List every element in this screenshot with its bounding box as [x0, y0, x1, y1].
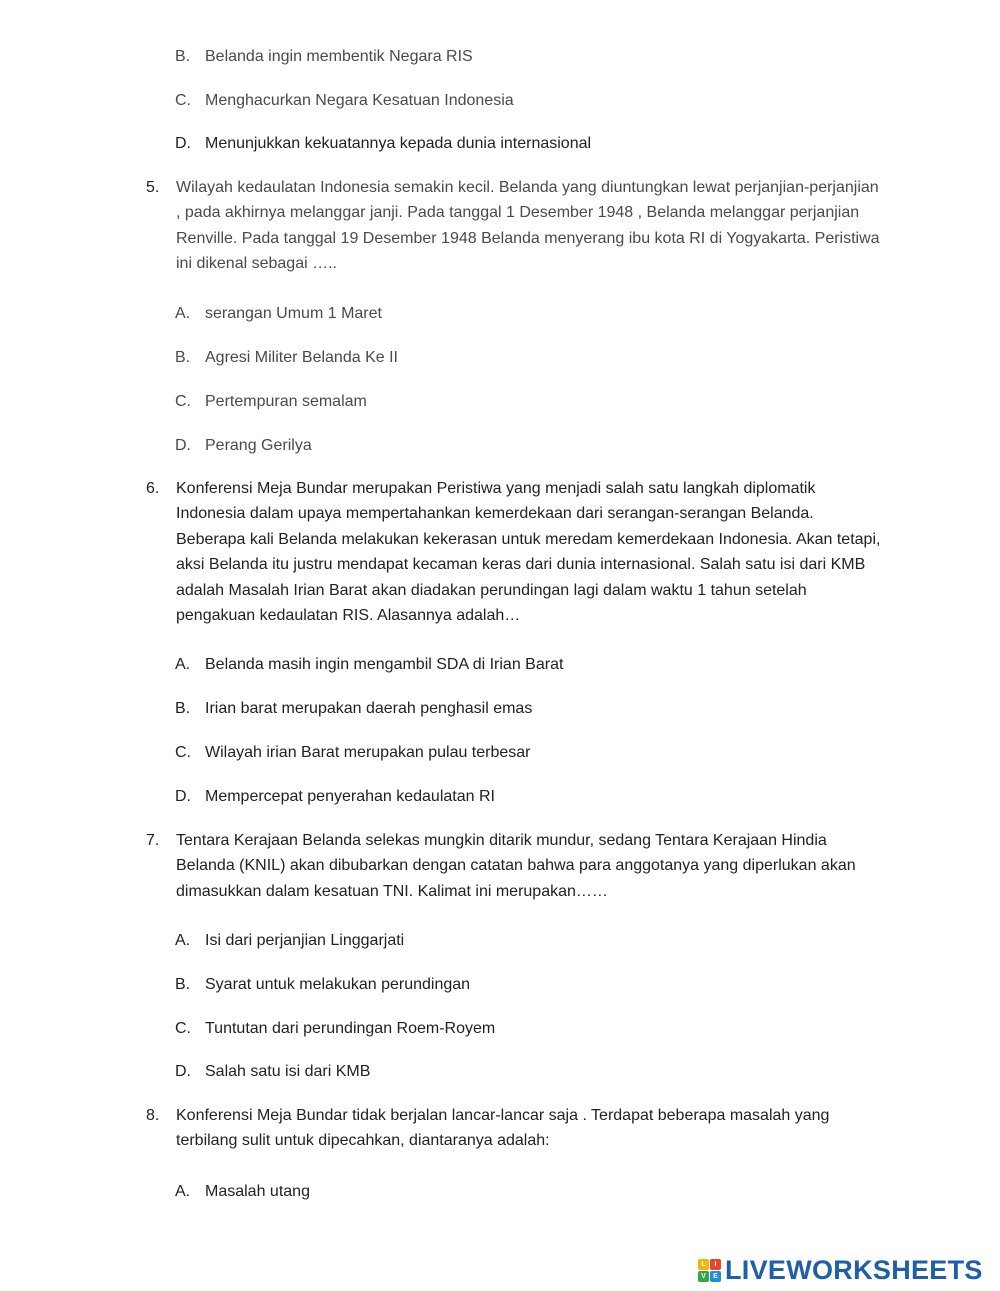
answer-option[interactable]: C. Pertempuran semalam: [175, 393, 367, 410]
answer-option[interactable]: C. Tuntutan dari perundingan Roem-Royem: [175, 1020, 496, 1037]
liveworksheets-icon: L I V E: [698, 1259, 721, 1282]
answer-option[interactable]: A. Isi dari perjanjian Linggarjati: [175, 932, 405, 949]
answer-option[interactable]: D. Salah satu isi dari KMB: [175, 1063, 371, 1080]
question-5: 5. Wilayah kedaulatan Indonesia semakin kecil. Belanda yang diuntungkan lewat perjanjian-perjanjian , pada akhirnya melanggar janji. Pada tanggal 1 Desember 1948 , Belanda melanggar perjanjian Renville. Pada tanggal 19 Desember 1948 Belanda menyerang ibu kota RI di Yogyakarta. Peristiwa ini dikenal sebagai …..: [146, 179, 880, 273]
answer-option[interactable]: D. Perang Gerilya: [175, 437, 312, 454]
list-item: D. Menunjukkan kekuatannya kepada dunia internasional: [175, 135, 592, 152]
logo-text: LIVEWORKSHEETS: [725, 1254, 983, 1285]
answer-option[interactable]: C. Wilayah irian Barat merupakan pulau terbesar: [175, 744, 531, 761]
list-item: C. Menghacurkan Negara Kesatuan Indonesia: [175, 92, 514, 109]
liveworksheets-logo: [698, 1255, 983, 1285]
answer-option[interactable]: A. Masalah utang: [175, 1183, 310, 1200]
answer-option[interactable]: A. Belanda masih ingin mengambil SDA di Irian Barat: [175, 656, 564, 673]
answer-option[interactable]: B. Agresi Militer Belanda Ke II: [175, 349, 398, 366]
question-7: 7. Tentara Kerajaan Belanda selekas mungkin ditarik mundur, sedang Tentara Kerajaan Hindia Belanda (KNIL) akan dibubarkan dengan catatan bahwa para anggotanya yang diperlukan akan dimasukkan dalam kesatuan TNI. Kalimat ini merupakan……: [146, 832, 856, 900]
answer-option[interactable]: B. Syarat untuk melakukan perundingan: [175, 976, 471, 993]
list-item: B. Belanda ingin membentik Negara RIS: [175, 48, 473, 65]
answer-option[interactable]: B. Irian barat merupakan daerah penghasil emas: [175, 700, 533, 717]
question-8: 8. Konferensi Meja Bundar tidak berjalan lancar-lancar saja . Terdapat beberapa masalah yang terbilang sulit untuk dipecahkan, diantaranya adalah:: [146, 1107, 830, 1150]
answer-option[interactable]: D. Mempercepat penyerahan kedaulatan RI: [175, 788, 495, 805]
answer-option[interactable]: A. serangan Umum 1 Maret: [175, 305, 382, 322]
question-6: 6. Konferensi Meja Bundar merupakan Peristiwa yang menjadi salah satu langkah diplomatik Indonesia dalam upaya mempertahankan kemerdekaan dari serangan-serangan Belanda. Beberapa kali Belanda melakukan kekerasan untuk meredam kemerdekaan Indonesia. Akan tetapi, aksi Belanda itu justru mendapat kecaman keras dari dunia internasional. Salah satu isi dari KMB adalah Masalah Irian Barat akan diadakan perundingan lagi dalam waktu 1 tahun setelah pengakuan kedaulatan RIS. Alasannya adalah…: [146, 480, 881, 625]
